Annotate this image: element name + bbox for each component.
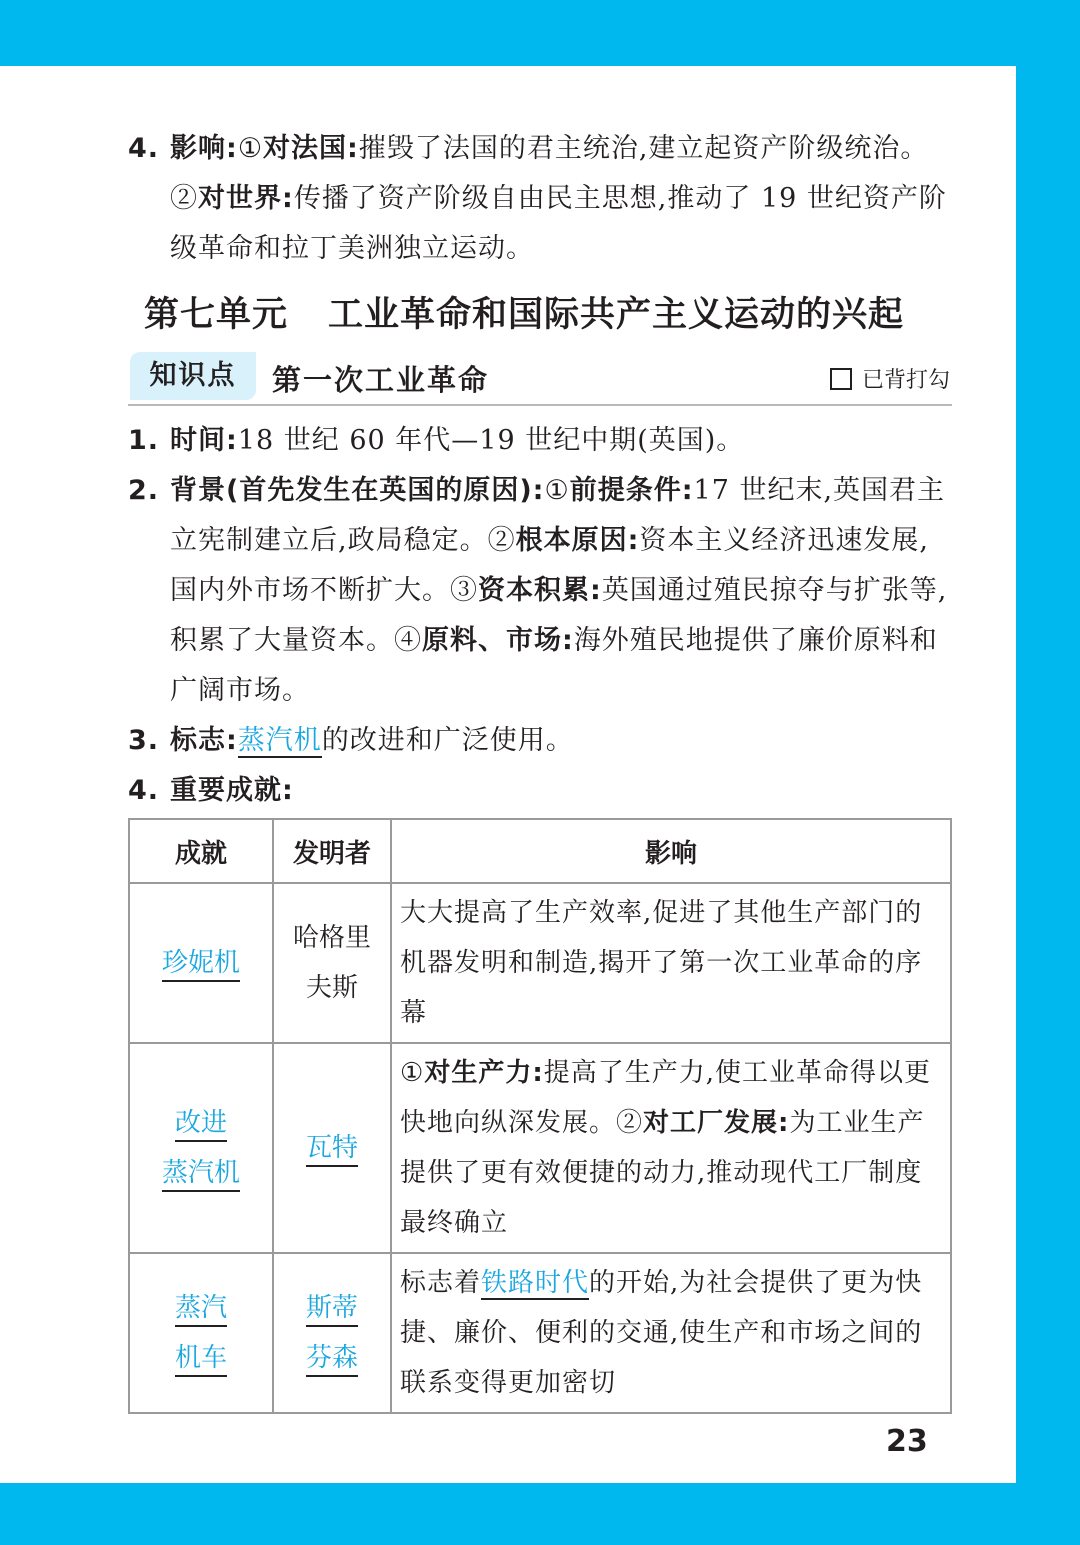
column-header: 影响 [391, 819, 951, 883]
unit-name: 第七单元 [144, 295, 289, 335]
item-number: 3. [128, 725, 160, 756]
achievements-table [128, 818, 952, 1414]
item-label: 重要成就: [170, 775, 294, 806]
right-color-band [1016, 0, 1080, 1545]
achievement-name-line: 蒸汽 [175, 1293, 227, 1327]
inventor-name-line: 斯蒂 [306, 1293, 358, 1327]
sub-text: 英国通过殖民掠夺与扩张等,积累了大量资本。 [170, 575, 948, 656]
achievement-cell [129, 1043, 273, 1253]
inventor-cell [273, 1253, 391, 1413]
item-label: 标志: [170, 725, 238, 756]
knowledge-point-tag: 知识点 [130, 352, 256, 400]
item-number: 4. [128, 133, 160, 164]
item-text: 18 世纪 60 年代—19 世纪中期(英国)。 [237, 425, 745, 456]
inventor-name: 瓦特 [306, 1133, 358, 1167]
achievement-name-line: 机车 [175, 1343, 227, 1377]
column-header: 发明者 [273, 819, 391, 883]
impact-text: 的开始,为社会提供了更为快捷、廉价、便利的交通,使生产和市场之间的联系变得更加密切 [400, 1268, 923, 1398]
achievement-name: 珍妮机 [162, 948, 240, 982]
impact-cell [391, 1043, 951, 1253]
unit-heading [144, 288, 952, 342]
prev-item-impact [128, 124, 952, 274]
circled-mark: ④ [394, 625, 422, 656]
item-achievements [128, 766, 952, 816]
sub-label: 根本原因: [515, 525, 640, 556]
sub-label: 前提条件: [569, 475, 694, 506]
sub-text: 17 世纪末,英国君主立宪制建立后,政局稳定。 [170, 475, 946, 556]
item-number: 4. [128, 775, 160, 806]
sub-label: 对工厂发展: [643, 1108, 790, 1138]
achievement-name-line: 蒸汽机 [162, 1158, 240, 1192]
sub-text: 为工业生产提供了更有效便捷的动力,推动现代工厂制度最终确立 [400, 1108, 925, 1238]
achievement-cell [129, 1253, 273, 1413]
impact-cell [391, 883, 951, 1043]
item-label: 背景(首先发生在英国的原因): [170, 475, 545, 506]
circled-mark: ② [616, 1108, 644, 1138]
achievement-cell [129, 883, 273, 1043]
top-color-band [0, 0, 1080, 66]
checkbox-icon[interactable] [830, 368, 852, 390]
circled-mark: ② [170, 183, 198, 214]
circled-mark: ① [400, 1058, 425, 1088]
unit-title: 工业革命和国际共产主义运动的兴起 [328, 295, 905, 335]
item-time [128, 416, 952, 466]
sub-text: 提高了生产力,使工业革命得以更快地向纵深发展。 [400, 1058, 931, 1138]
knowledge-point-title: 第一次工业革命 [272, 363, 490, 397]
item-number: 1. [128, 425, 160, 456]
sub-label: 对世界: [198, 183, 294, 214]
item-number: 2. [128, 475, 160, 506]
column-header: 成就 [129, 819, 273, 883]
memorized-checkbox[interactable] [830, 364, 950, 398]
sub-text: 海外殖民地提供了廉价原料和广阔市场。 [170, 625, 938, 706]
table-row [129, 883, 951, 1043]
table-row [129, 1253, 951, 1413]
table-header-row [129, 819, 951, 883]
sub-text: 传播了资产阶级自由民主思想,推动了 19 世纪资产阶级革命和拉丁美洲独立运动。 [170, 183, 947, 264]
item-background [128, 466, 952, 716]
bottom-color-band [0, 1483, 1080, 1545]
achievement-name-line: 改进 [175, 1108, 227, 1142]
item-label: 时间: [170, 425, 238, 456]
inventor-name-line: 哈格里 [292, 923, 371, 953]
page-content [128, 124, 952, 816]
circled-mark: ① [544, 475, 570, 506]
item-symbol [128, 716, 952, 766]
page-number: 23 [886, 1424, 928, 1459]
answer-steam-engine: 蒸汽机 [237, 725, 322, 756]
item-text: 的改进和广泛使用。 [321, 725, 574, 756]
circled-mark: ③ [450, 575, 478, 606]
sub-label: 原料、市场: [422, 625, 574, 656]
table-row [129, 1043, 951, 1253]
impact-cell [391, 1253, 951, 1413]
inventor-cell [273, 1043, 391, 1253]
answer-railway-age: 铁路时代 [481, 1268, 590, 1298]
inventor-name-line: 夫斯 [305, 973, 358, 1003]
sub-label: 对法国: [263, 133, 359, 164]
inventor-name-line: 芬森 [306, 1343, 358, 1377]
knowledge-point-header [128, 356, 952, 406]
sub-text: 资本主义经济迅速发展,国内外市场不断扩大。 [170, 525, 929, 606]
circled-mark: ② [487, 525, 516, 556]
inventor-cell [273, 883, 391, 1043]
sub-label: 资本积累: [478, 575, 602, 606]
sub-text: 摧毁了法国的君主统治,建立起资产阶级统治。 [358, 133, 929, 164]
impact-text: 大大提高了生产效率,促进了其他生产部门的机器发明和制造,揭开了第一次工业革命的序幕 [400, 898, 923, 1028]
item-label: 影响: [170, 133, 238, 164]
checkbox-label: 已背打勾 [861, 368, 950, 393]
impact-text: 标志着 [400, 1268, 482, 1298]
sub-label: 对生产力: [424, 1058, 544, 1088]
circled-mark: ① [237, 133, 264, 164]
